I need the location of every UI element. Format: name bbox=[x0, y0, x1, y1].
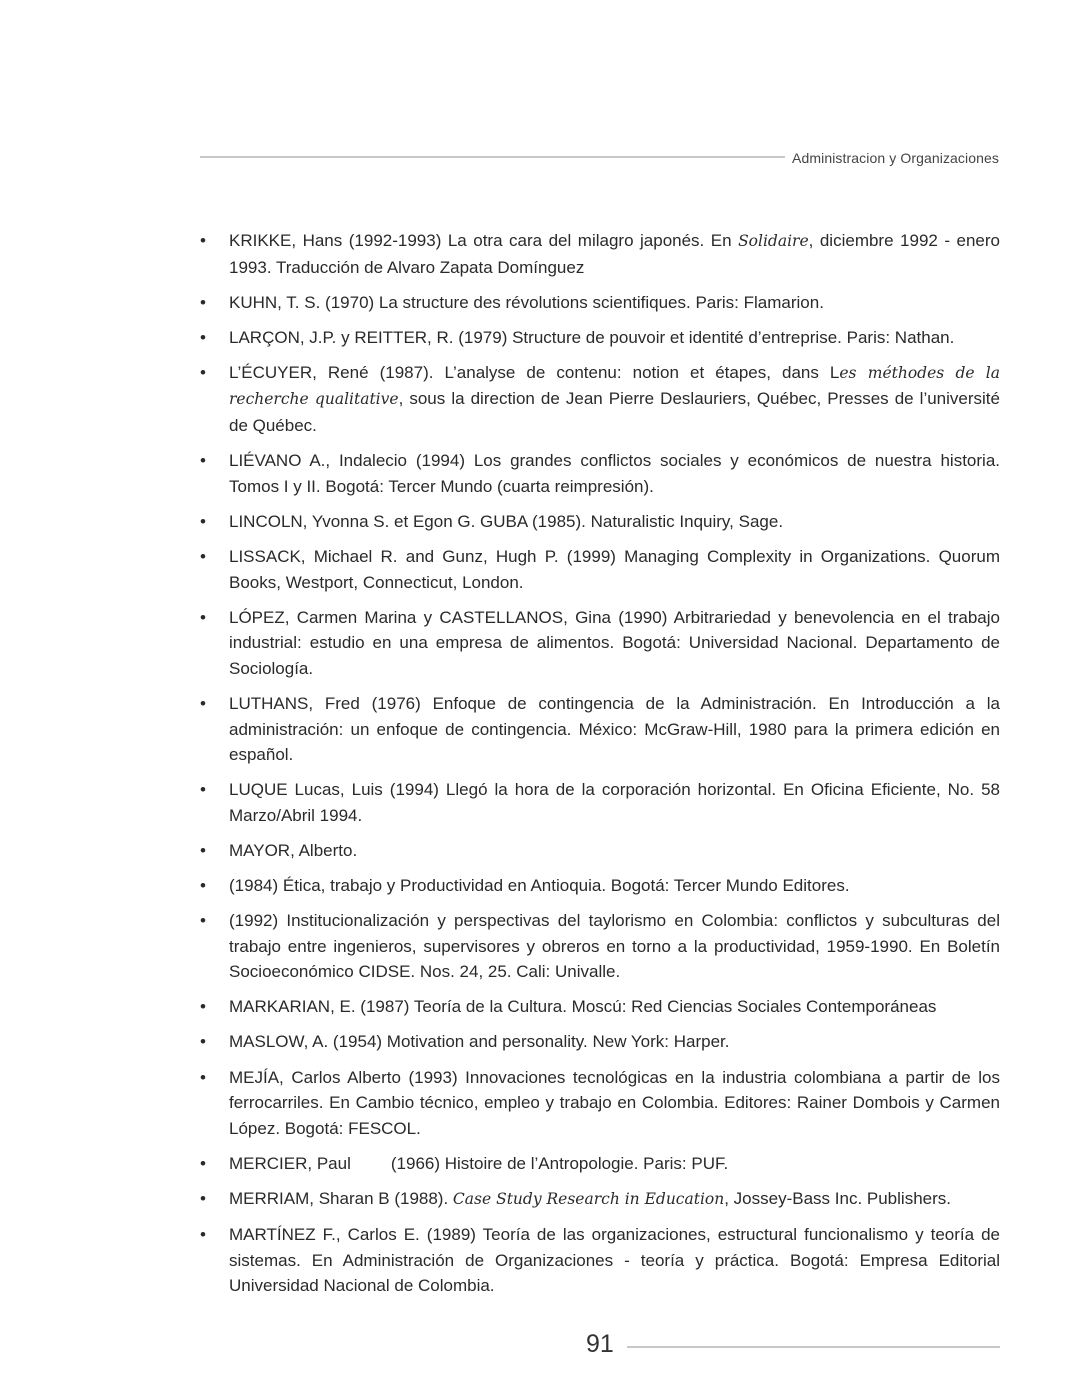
reference-text: MARKARIAN, E. (1987) Teoría de la Cultura. Moscú: Red Ciencias Sociales Contemporáneas bbox=[229, 997, 937, 1017]
reference-text: KUHN, T. S. (1970) La structure des révolutions scientifiques. Paris: Flamarion. bbox=[229, 292, 824, 312]
reference-item bbox=[200, 994, 1000, 1020]
reference-item bbox=[200, 777, 1000, 828]
reference-text: LISSACK, Michael R. and Gunz, Hugh P. (1999) Managing Complexity in Organizations. Quorum Books, Westport, Connecticut, London. bbox=[229, 546, 1000, 592]
bullet-icon: • bbox=[200, 840, 206, 860]
reference-text-continued: , diciembre 1992 - enero 1993. Traducción de Alvaro Zapata Domínguez bbox=[229, 231, 1000, 277]
reference-text: L’ÉCUYER, René (1987). L’analyse de contenu: notion et étapes, dans L bbox=[229, 362, 840, 382]
header-rule bbox=[200, 156, 785, 158]
bullet-icon: • bbox=[200, 1153, 206, 1173]
reference-text-continued: (1966) Histoire de l’Antropologie. Paris: PUF. bbox=[390, 1153, 729, 1173]
reference-text: LÓPEZ, Carmen Marina y CASTELLANOS, Gina (1990) Arbitrariedad y benevolencia en el trabajo industrial: estudio en una empresa de alimentos. Bogotá: Universidad Nacional. Departamento de Sociología. bbox=[229, 607, 1000, 678]
reference-text: MASLOW, A. (1954) Motivation and personality. New York: Harper. bbox=[229, 1032, 730, 1052]
running-header-title: Administracion y Organizaciones bbox=[792, 150, 999, 166]
reference-text: MAYOR, Alberto. bbox=[229, 840, 358, 860]
bullet-icon: • bbox=[200, 546, 206, 566]
bullet-icon: • bbox=[200, 292, 206, 312]
reference-text: MARTÍNEZ F., Carlos E. (1989) Teoría de las organizaciones, estructural funcionalismo y teoría de sistemas. En Administración de Organizaciones - teoría y práctica. Bogotá: Empresa Editorial Universidad Nacional de Colombia. bbox=[229, 1225, 1000, 1296]
bullet-icon: • bbox=[200, 1225, 206, 1244]
reference-item bbox=[200, 509, 1000, 535]
reference-item bbox=[200, 838, 1000, 864]
bullet-icon: • bbox=[200, 327, 206, 347]
bullet-icon: • bbox=[200, 511, 206, 531]
reference-text: LUQUE Lucas, Luis (1994) Llegó la hora de la corporación horizontal. En Oficina Eficiente, No. 58 Marzo/Abril 1994. bbox=[229, 780, 1000, 825]
reference-text: KRIKKE, Hans (1992-1993) La otra cara del milagro japonés. En bbox=[229, 231, 739, 250]
reference-item bbox=[200, 691, 1000, 768]
bullet-icon: • bbox=[200, 1067, 206, 1087]
reference-item bbox=[200, 1065, 1000, 1142]
reference-item bbox=[200, 448, 1000, 499]
reference-item bbox=[200, 1151, 1000, 1177]
reference-item bbox=[200, 605, 1000, 682]
bullet-icon: • bbox=[200, 875, 206, 895]
reference-text: MERCIER, Paul bbox=[229, 1153, 351, 1173]
bullet-icon: • bbox=[200, 911, 206, 931]
reference-item bbox=[200, 1186, 1000, 1213]
reference-text: MERRIAM, Sharan B (1988). bbox=[229, 1188, 453, 1208]
footer-rule bbox=[627, 1346, 1000, 1348]
bullet-icon: • bbox=[200, 1188, 206, 1208]
bullet-icon: • bbox=[200, 780, 206, 800]
reference-item bbox=[200, 1222, 1000, 1299]
reference-list bbox=[200, 228, 1000, 1308]
reference-text-continued: , sous la direction de Jean Pierre Deslauriers, Québec, Presses de l’université de Québec. bbox=[229, 389, 1000, 436]
bullet-icon: • bbox=[200, 1032, 206, 1052]
reference-item bbox=[200, 228, 1000, 280]
reference-item bbox=[200, 1029, 1000, 1055]
reference-text: LUTHANS, Fred (1976) Enfoque de contingencia de la Administración. En Introducción a la administración: un enfoque de contingencia. México: McGraw-Hill, 1980 para la primera edición en español. bbox=[229, 693, 1000, 765]
bullet-icon: • bbox=[200, 607, 206, 627]
reference-italic-title: Case Study Research in Education bbox=[452, 1189, 725, 1208]
reference-text: LARÇON, J.P. y REITTER, R. (1979) Structure de pouvoir et identité d’entreprise. Paris: Nathan. bbox=[229, 327, 955, 347]
reference-text: LINCOLN, Yvonna S. et Egon G. GUBA (1985). Naturalistic Inquiry, Sage. bbox=[229, 511, 784, 531]
reference-text: (1984) Ética, trabajo y Productividad en Antioquia. Bogotá: Tercer Mundo Editores. bbox=[229, 875, 850, 895]
reference-item bbox=[200, 544, 1000, 595]
bullet-icon: • bbox=[200, 231, 206, 250]
bullet-icon: • bbox=[200, 451, 206, 471]
page-number: 91 bbox=[586, 1330, 614, 1358]
reference-text: (1992) Institucionalización y perspectivas del taylorismo en Colombia: conflictos y subculturas del trabajo entre ingenieros, supervisores y obreros en torno a la productividad, 1959-1990. En Boletín Socioeconómico CIDSE. Nos. 24, 25. Cali: Univalle. bbox=[229, 911, 1000, 982]
reference-item bbox=[200, 873, 1000, 899]
bullet-icon: • bbox=[200, 693, 206, 713]
reference-item bbox=[200, 290, 1000, 316]
reference-text: LIÉVANO A., Indalecio (1994) Los grandes conflictos sociales y económicos de nuestra historia. Tomos I y II. Bogotá: Tercer Mundo (cuarta reimpresión). bbox=[229, 451, 1000, 496]
reference-text: MEJÍA, Carlos Alberto (1993) Innovaciones tecnológicas en la industria colombiana a partir de los ferrocarriles. En Cambio técnico, empleo y trabajo en Colombia. Editores: Rainer Dombois y Carmen López. Bogotá: FESCOL. bbox=[229, 1067, 1000, 1138]
reference-text-continued: , Jossey-Bass Inc. Publishers. bbox=[724, 1188, 951, 1208]
reference-italic-title: Solidaire bbox=[738, 232, 809, 250]
reference-italic-title: es méthodes de la recherche qualitative bbox=[229, 363, 1000, 409]
bullet-icon: • bbox=[200, 997, 206, 1017]
reference-item bbox=[200, 908, 1000, 985]
reference-item bbox=[200, 360, 1000, 439]
bullet-icon: • bbox=[200, 362, 206, 382]
reference-item bbox=[200, 325, 1000, 351]
